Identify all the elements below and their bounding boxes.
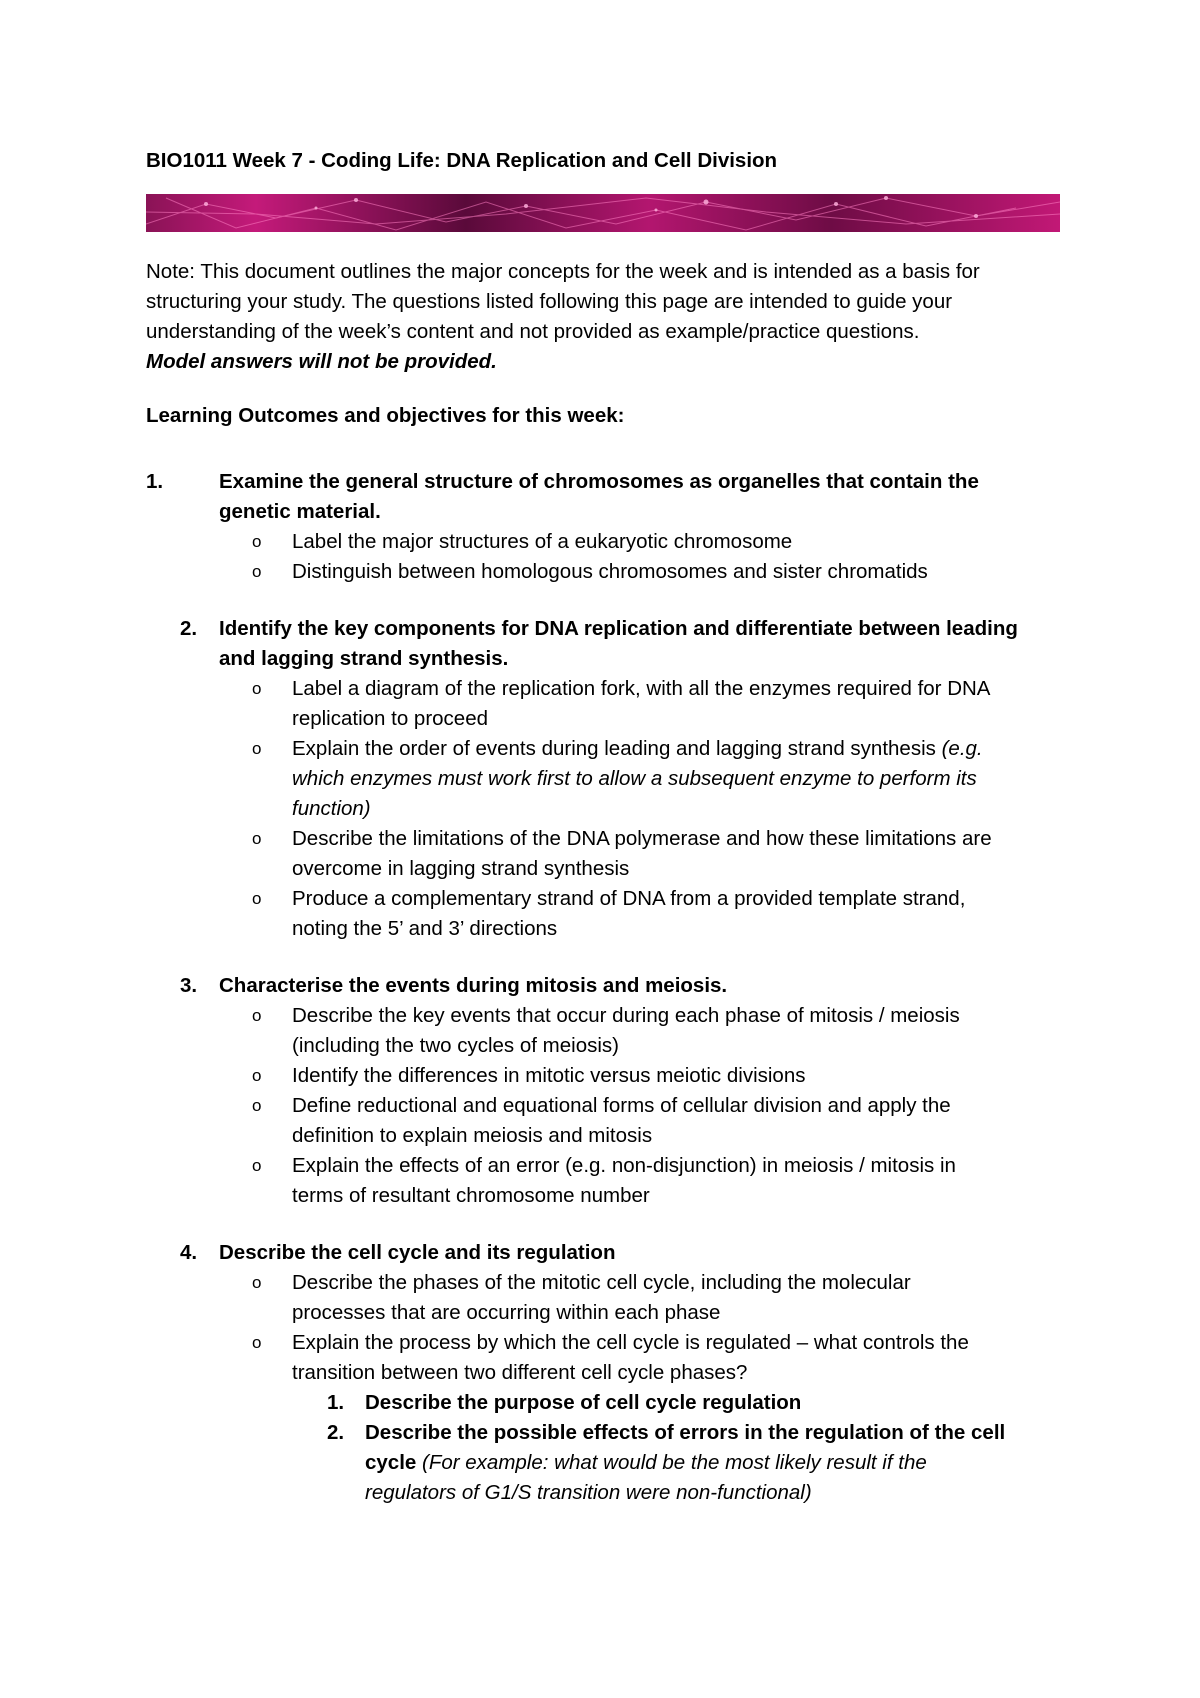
network-pattern-image bbox=[146, 194, 1060, 232]
sub-objective-text: Describe the purpose of cell cycle regulation bbox=[365, 1391, 802, 1414]
outcome-heading bbox=[219, 971, 1066, 1001]
note-line: Note: This document outlines the major concepts for the week and is intended as a basis for bbox=[146, 260, 980, 283]
objective-text: Define reductional and equational forms of cellular division and apply the bbox=[292, 1094, 951, 1117]
sub-objective-list bbox=[146, 1388, 1066, 1508]
objective-text: Describe the limitations of the DNA polymerase and how these limitations are bbox=[292, 827, 992, 850]
outcome-number: 4. bbox=[180, 1241, 198, 1264]
sub-objective-item bbox=[292, 1418, 1066, 1508]
document-title: BIO1011 Week 7 - Coding Life: DNA Replication and Cell Division bbox=[146, 149, 778, 172]
sub-objective-number: 1. bbox=[327, 1391, 345, 1414]
sub-objective-item bbox=[292, 1388, 1066, 1418]
objective-item bbox=[219, 1151, 1066, 1211]
outcome-heading bbox=[219, 467, 1066, 527]
objective-text: Label the major structures of a eukaryotic chromosome bbox=[292, 530, 793, 553]
objective-item bbox=[219, 1001, 1066, 1061]
bullet-icon: o bbox=[252, 1156, 262, 1175]
objective-item bbox=[219, 824, 1066, 884]
bullet-icon: o bbox=[252, 1006, 262, 1025]
bullet-icon: o bbox=[252, 1333, 262, 1352]
objective-text: Identify the differences in mitotic versus meiotic divisions bbox=[292, 1064, 806, 1087]
objective-text: Distinguish between homologous chromosomes and sister chromatids bbox=[292, 560, 928, 583]
objective-text: Explain the effects of an error (e.g. non-disjunction) in meiosis / mitosis in bbox=[292, 1154, 956, 1177]
outcome-heading-line: Describe the cell cycle and its regulation bbox=[219, 1241, 616, 1264]
note-line: structuring your study. The questions listed following this page are intended to guide your bbox=[146, 290, 953, 313]
objective-text: Describe the phases of the mitotic cell cycle, including the molecular bbox=[292, 1271, 911, 1294]
outcome-heading-line: genetic material. bbox=[219, 500, 381, 523]
sub-objective-text: cycle bbox=[365, 1451, 422, 1474]
bullet-icon: o bbox=[252, 562, 262, 581]
outcome-heading-line: Examine the general structure of chromosomes as organelles that contain the bbox=[219, 470, 979, 493]
outcome-3 bbox=[146, 971, 1066, 1211]
outcome-heading-line: Characterise the events during mitosis and meiosis. bbox=[219, 974, 728, 997]
note-section bbox=[146, 257, 1066, 377]
outcome-heading-line: and lagging strand synthesis. bbox=[219, 647, 509, 670]
model-answers-notice: Model answers will not be provided. bbox=[146, 350, 497, 373]
bullet-icon: o bbox=[252, 1273, 262, 1292]
objective-text: overcome in lagging strand synthesis bbox=[292, 857, 630, 880]
objective-text: Explain the order of events during leading and lagging strand synthesis bbox=[292, 737, 942, 760]
sub-objective-text: Describe the possible effects of errors in the regulation of the cell bbox=[365, 1421, 1006, 1444]
objective-item bbox=[219, 734, 1066, 824]
objective-text: terms of resultant chromosome number bbox=[292, 1184, 650, 1207]
bullet-icon: o bbox=[252, 1096, 262, 1115]
objective-text: transition between two different cell cycle phases? bbox=[292, 1361, 748, 1384]
objective-text: (including the two cycles of meiosis) bbox=[292, 1034, 619, 1057]
decorative-banner bbox=[146, 194, 1060, 232]
objective-item bbox=[219, 527, 1066, 557]
outcome-heading-line: Identify the key components for DNA replication and differentiate between leading bbox=[219, 617, 1018, 640]
outcome-heading bbox=[219, 1238, 1066, 1268]
sub-objective-example: regulators of G1/S transition were non-functional) bbox=[365, 1481, 812, 1504]
objective-item bbox=[219, 557, 1066, 587]
outcome-1 bbox=[146, 467, 1066, 587]
objective-example: which enzymes must work first to allow a subsequent enzyme to perform its bbox=[292, 767, 977, 790]
objective-example: function) bbox=[292, 797, 371, 820]
bullet-icon: o bbox=[252, 829, 262, 848]
objective-text: Label a diagram of the replication fork, with all the enzymes required for DNA bbox=[292, 677, 991, 700]
objective-item bbox=[219, 674, 1066, 734]
objective-list bbox=[146, 674, 1066, 944]
objective-text: Describe the key events that occur during each phase of mitosis / meiosis bbox=[292, 1004, 960, 1027]
objective-list bbox=[146, 527, 1066, 587]
outcome-number: 3. bbox=[180, 974, 198, 997]
learning-outcomes-heading: Learning Outcomes and objectives for this week: bbox=[146, 404, 625, 427]
objective-list bbox=[146, 1001, 1066, 1211]
objective-item bbox=[219, 1328, 1066, 1388]
document-page bbox=[146, 146, 1066, 1508]
objective-item bbox=[219, 1091, 1066, 1151]
outcome-number: 1. bbox=[146, 470, 164, 493]
bullet-icon: o bbox=[252, 889, 262, 908]
outcome-4 bbox=[146, 1238, 1066, 1508]
bullet-icon: o bbox=[252, 679, 262, 698]
sub-objective-number: 2. bbox=[327, 1421, 345, 1444]
objective-text: Produce a complementary strand of DNA from a provided template strand, bbox=[292, 887, 966, 910]
objective-item bbox=[219, 884, 1066, 944]
bullet-icon: o bbox=[252, 532, 262, 551]
objective-list bbox=[146, 1268, 1066, 1388]
objective-item bbox=[219, 1061, 1066, 1091]
objective-example: (e.g. bbox=[941, 737, 983, 760]
objective-text: Explain the process by which the cell cycle is regulated – what controls the bbox=[292, 1331, 969, 1354]
outcome-heading bbox=[219, 614, 1066, 674]
bullet-icon: o bbox=[252, 739, 262, 758]
objective-text: noting the 5’ and 3’ directions bbox=[292, 917, 558, 940]
objective-text: replication to proceed bbox=[292, 707, 489, 730]
bullet-icon: o bbox=[252, 1066, 262, 1085]
objective-item bbox=[219, 1268, 1066, 1328]
outcome-number: 2. bbox=[180, 617, 198, 640]
sub-objective-example: (For example: what would be the most likely result if the bbox=[422, 1451, 927, 1474]
note-line: understanding of the week’s content and not provided as example/practice questions. bbox=[146, 320, 920, 343]
objective-text: processes that are occurring within each phase bbox=[292, 1301, 721, 1324]
objective-text: definition to explain meiosis and mitosis bbox=[292, 1124, 653, 1147]
outcome-2 bbox=[146, 614, 1066, 944]
